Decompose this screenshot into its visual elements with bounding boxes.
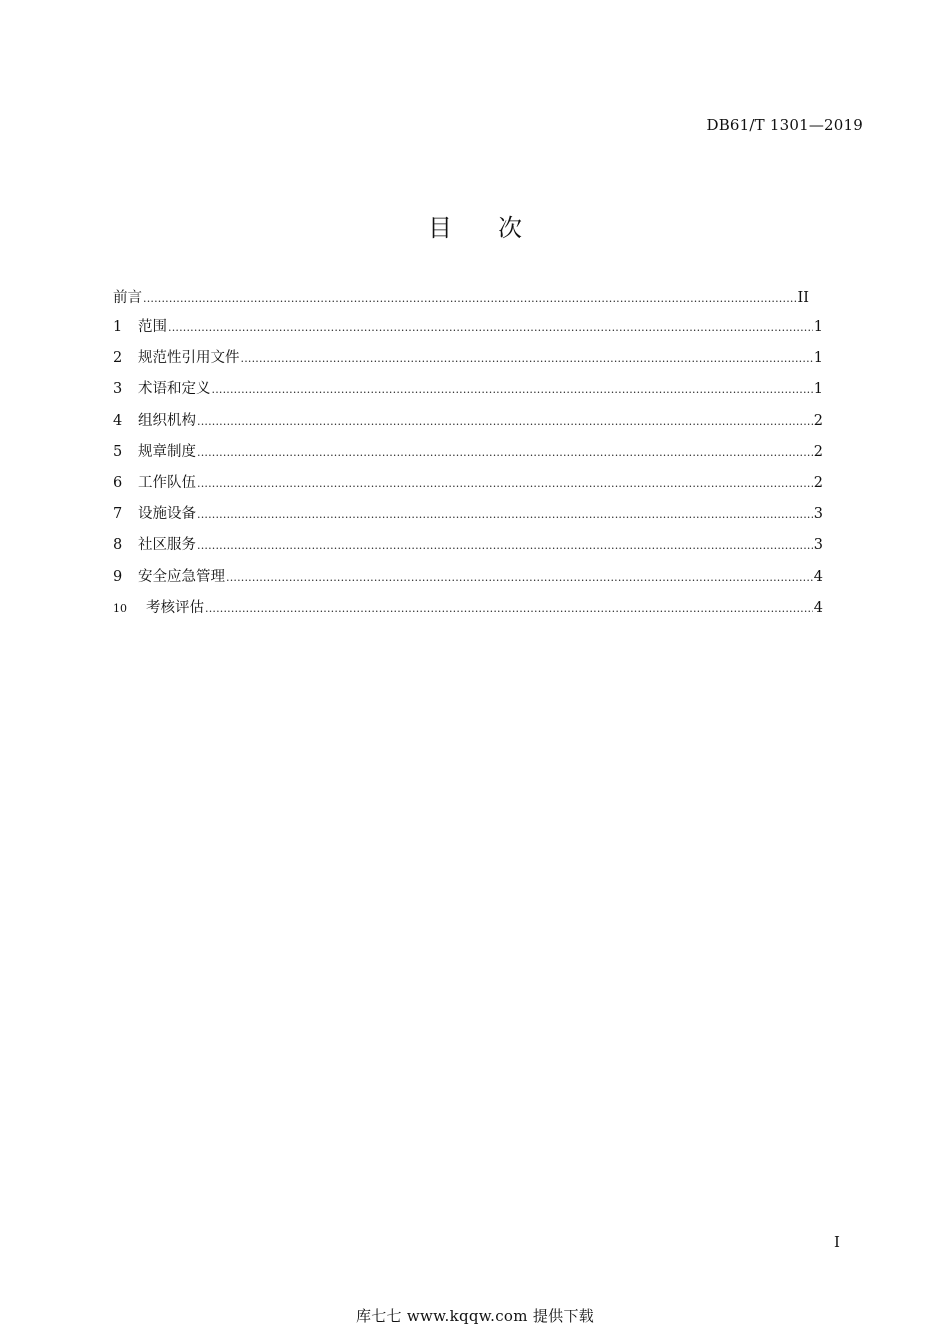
toc-leader-dots — [143, 292, 797, 305]
toc-entry-page: 4 — [813, 568, 823, 585]
toc-entry-number: 8 — [113, 537, 123, 554]
toc-entry-number: 7 — [113, 506, 123, 523]
toc-entry-4[interactable] — [113, 409, 823, 440]
toc-entry-page: 1 — [813, 350, 823, 367]
toc-entry-label: 安全应急管理 — [138, 568, 225, 585]
toc-leader-dots — [197, 508, 813, 521]
toc-leader-dots — [226, 571, 813, 584]
toc-entry-number: 3 — [113, 381, 123, 398]
toc-entry-page: 4 — [813, 599, 823, 616]
toc-entry-number: 6 — [113, 474, 123, 491]
toc-entry-page: 2 — [813, 474, 823, 491]
toc-leader-dots — [197, 539, 813, 552]
toc-leader-dots — [205, 602, 813, 615]
toc-leader-dots — [197, 477, 813, 490]
toc-entry-page: 2 — [813, 443, 823, 460]
toc-entry-number: 10 — [113, 601, 127, 615]
toc-entry-6[interactable] — [113, 471, 823, 502]
toc-entry-label: 规范性引用文件 — [138, 350, 240, 367]
toc-entry-page: II — [797, 290, 809, 306]
toc-entry-page: 1 — [813, 319, 823, 335]
toc-entry-number: 1 — [113, 319, 123, 335]
toc-leader-dots — [197, 415, 813, 428]
page-title — [0, 208, 950, 243]
toc-entry-label: 社区服务 — [138, 537, 196, 554]
toc-entry-label: 组织机构 — [138, 412, 196, 429]
toc-entry-8[interactable] — [113, 533, 823, 564]
toc-leader-dots — [168, 321, 813, 334]
toc-entry-page: 1 — [813, 381, 823, 398]
document-code: DB61/T 1301—2019 — [706, 116, 863, 134]
toc-entry-label: 规章制度 — [138, 443, 196, 460]
toc-leader-dots — [197, 446, 813, 459]
toc-entry-number: 5 — [113, 443, 123, 460]
toc-entry-foreword[interactable] — [113, 286, 823, 315]
toc-entry-page: 2 — [813, 412, 823, 429]
toc-entry-number: 9 — [113, 568, 123, 585]
toc-entry-label: 术语和定义 — [138, 381, 211, 398]
toc-entry-2[interactable] — [113, 346, 823, 377]
toc-entry-label: 范围 — [138, 319, 167, 335]
title-char-1: 目 — [428, 214, 452, 242]
toc-entry-9[interactable] — [113, 565, 823, 596]
toc-entry-number: 4 — [113, 412, 123, 429]
title-char-2: 次 — [498, 214, 522, 242]
toc-entry-label: 设施设备 — [138, 506, 196, 523]
toc-entry-5[interactable] — [113, 440, 823, 471]
toc-entry-10[interactable] — [113, 596, 823, 627]
toc-entry-label: 工作队伍 — [138, 474, 196, 491]
toc-entry-label: 考核评估 — [146, 599, 204, 616]
toc-entry-page: 3 — [813, 537, 823, 554]
toc-entry-page: 3 — [813, 506, 823, 523]
toc-entry-3[interactable] — [113, 377, 823, 408]
toc-entry-7[interactable] — [113, 502, 823, 533]
footer-download-note: 库七七 www.kqqw.com 提供下载 — [355, 1307, 595, 1325]
toc-entry-number: 2 — [113, 350, 123, 367]
toc-entry-1[interactable] — [113, 315, 823, 346]
toc-entry-label: 前言 — [113, 290, 142, 306]
toc-leader-dots — [212, 383, 813, 396]
table-of-contents — [113, 286, 823, 627]
toc-leader-dots — [241, 352, 813, 365]
page-number: I — [834, 1233, 840, 1251]
